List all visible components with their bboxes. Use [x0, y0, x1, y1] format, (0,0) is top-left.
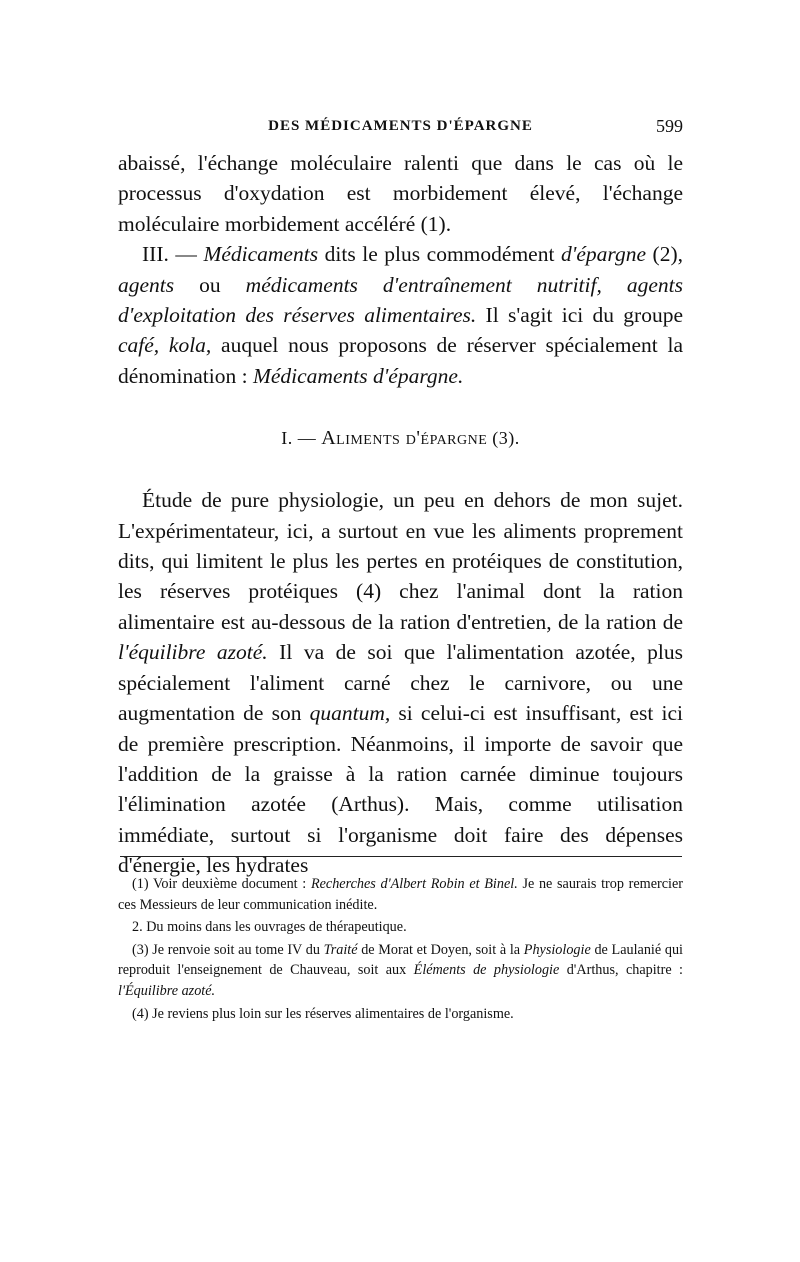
text-run: Je ne saurais trop remercier ces Messieurs de leur communication inédite. — [118, 876, 683, 913]
text-run: dits le plus commodément — [318, 242, 561, 267]
footnote-rule — [120, 856, 682, 857]
section-note-ref: (3). — [487, 428, 520, 449]
italic-run: médicaments d'entraînement nutritif, agents d'exploitation des réserves alimentaires. — [118, 272, 683, 328]
text-run: ou — [174, 272, 246, 297]
italic-run: quantum, — [309, 701, 391, 726]
italic-run: Éléments de physiologie — [413, 962, 560, 979]
text-run: Il s'agit ici du groupe — [476, 303, 683, 328]
text-run: (3) Je renvoie soit au tome IV du — [132, 941, 324, 958]
italic-run: l'équilibre azoté. — [118, 640, 268, 665]
italic-run: Recherches d'Albert Robin et Binel. — [310, 876, 518, 892]
paragraph-section-iii — [118, 239, 683, 391]
text-run: (1) Voir deuxième document : — [132, 876, 311, 892]
italic-run: Traité — [323, 941, 358, 958]
italic-run: d'épargne — [560, 242, 646, 267]
text-run: de Laulanié qui reproduit l'enseignement de Chauveau, soit aux — [118, 941, 683, 979]
body-text — [118, 148, 683, 881]
footnote-1 — [118, 874, 683, 915]
text-run: (2), — [646, 242, 683, 267]
italic-run: café, kola, — [118, 333, 212, 358]
italic-run: Médicaments — [203, 242, 319, 267]
page-number: 599 — [656, 116, 683, 136]
footnote-3 — [118, 940, 683, 1002]
running-title: DES MÉDICAMENTS D'ÉPARGNE — [268, 118, 533, 134]
italic-run: agents — [118, 272, 175, 297]
text-run: d'Arthus, chapitre : — [559, 962, 683, 979]
text-run: III. — — [142, 242, 204, 267]
italic-run: Médicaments d'épargne. — [252, 363, 464, 388]
section-heading — [118, 425, 683, 451]
text-run: auquel nous proposons de réserver spécialement la dénomination : — [118, 333, 684, 388]
footnote-4: (4) Je reviens plus loin sur les réserves alimentaires de l'organisme. — [132, 1005, 514, 1022]
text-run: de Morat et Doyen, soit à la — [357, 941, 524, 958]
text-run: Il va de soi que l'alimentation azotée, plus spécialement l'aliment carné chez le carnivore, ou une augmentation de son — [118, 640, 684, 726]
section-title: Aliments d'épargne — [321, 427, 488, 450]
italic-run: Physiologie — [523, 941, 591, 958]
running-head — [118, 116, 683, 140]
text-run: Étude de pure physiologie, un peu en dehors de mon sujet. L'expérimentateur, ici, a surtout en vue les aliments proprement dits, qui limitent le plus les pertes en protéiques de constitution, les réserves protéiques (4) chez l'animal dont la ration alimentaire est au-dessous de la ration d'entretien, de la ration de — [118, 488, 683, 634]
italic-run: l'Équilibre azoté. — [118, 982, 216, 999]
paragraph-etude — [118, 485, 683, 880]
text-run: si celui-ci est insuffisant, est ici de première prescription. Néanmoins, il importe de savoir que l'addition de la graisse à la ration carnée diminue toujours l'élimination azotée (Arthus). Mais, comme utilisation immédiate, surtout si l'organisme doit faire des dépenses d'énergie, les hydrates — [118, 701, 683, 878]
footnote-2: 2. Du moins dans les ouvrages de thérapeutique. — [132, 919, 407, 936]
section-number: I. — — [281, 428, 322, 449]
footnotes — [118, 874, 683, 1026]
paragraph-continuation: abaissé, l'échange moléculaire ralenti que dans le cas où le processus d'oxydation est morbidement élevé, l'échange moléculaire morbidement accéléré (1). — [118, 151, 683, 236]
